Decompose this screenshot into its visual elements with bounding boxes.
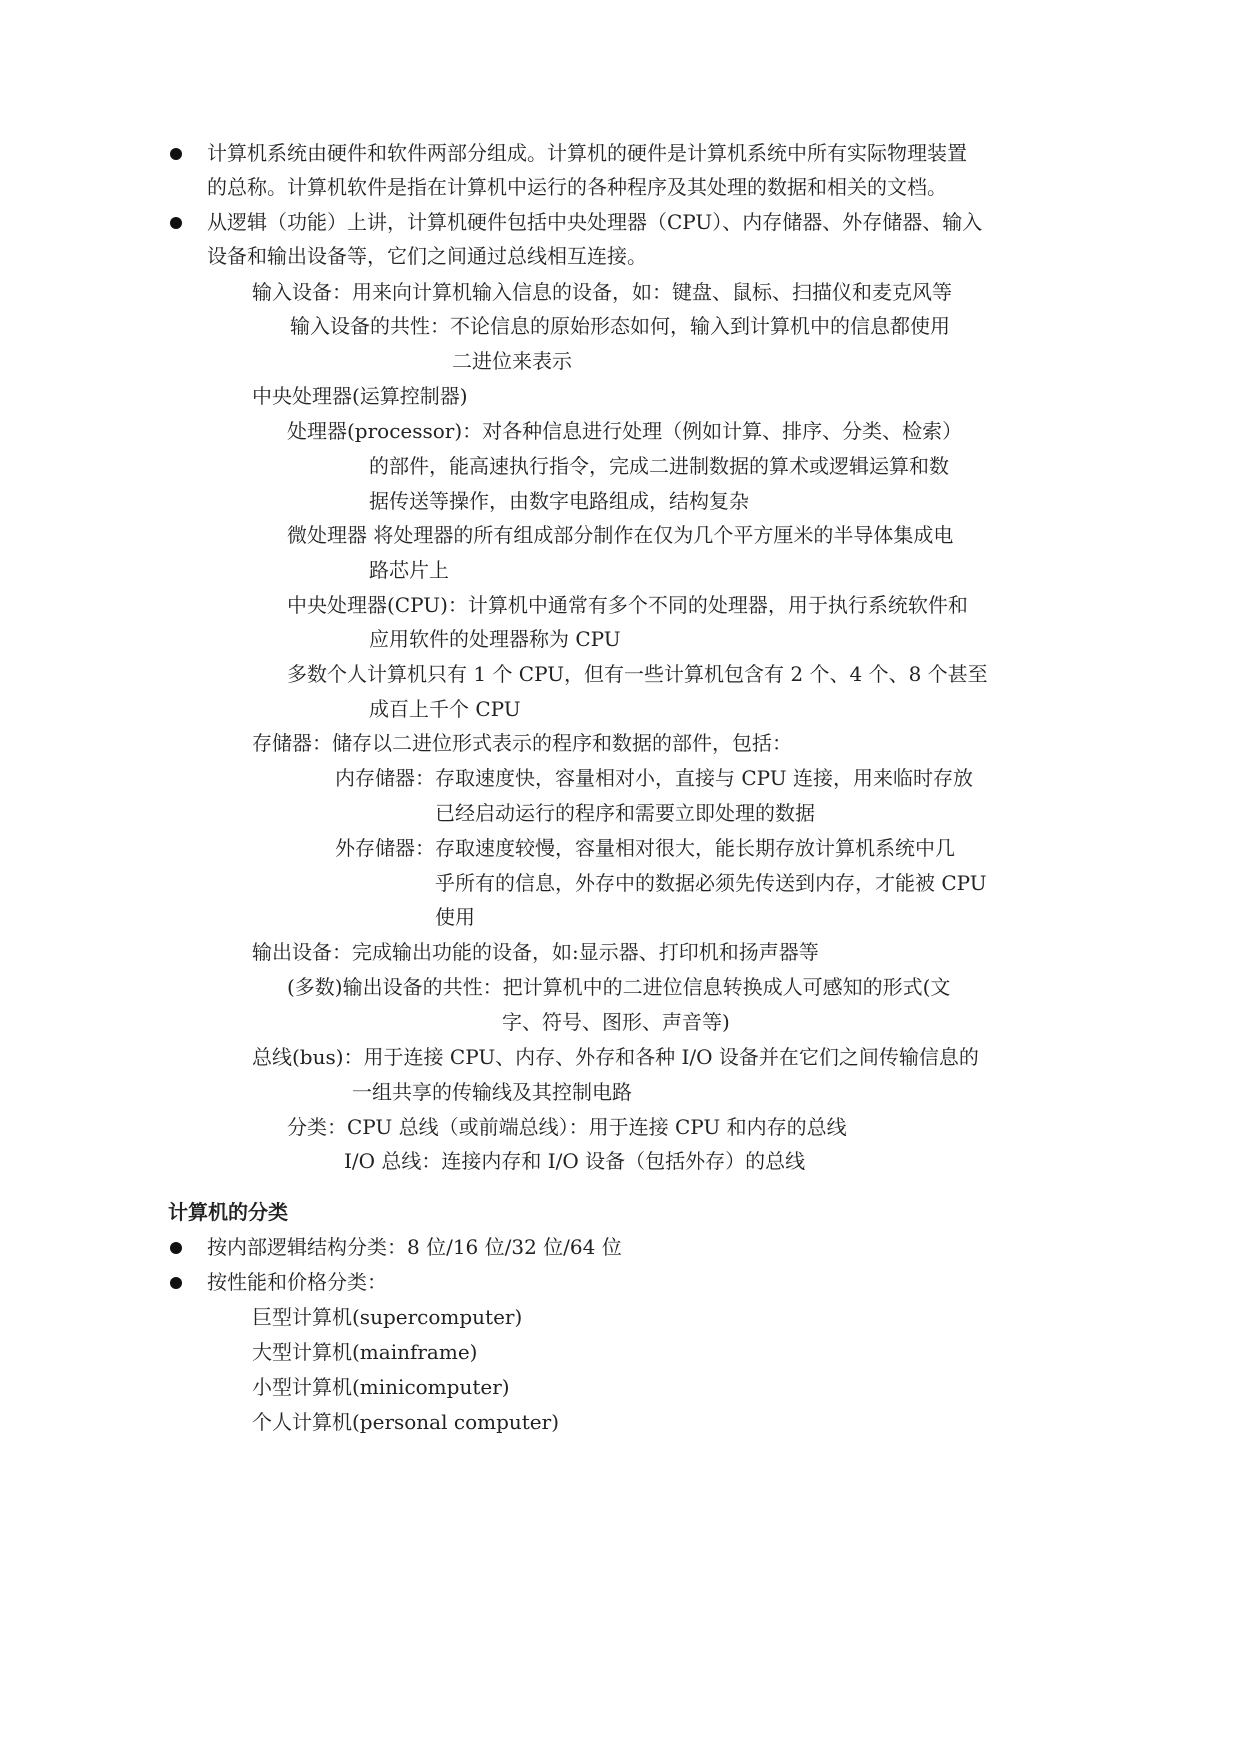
computer-type-item: 小型计算机(minicomputer)	[252, 1375, 510, 1399]
main-memory-definition-cont: 已经启动运行的程序和需要立即处理的数据	[435, 801, 815, 825]
paragraph-line: 计算机系统由硬件和软件两部分组成。计算机的硬件是计算机系统中所有实际物理装置	[207, 141, 967, 165]
bus-definition: 总线(bus)：用于连接 CPU、内存、外存和各种 I/O 设备并在它们之间传输信息的	[252, 1045, 979, 1069]
multi-cpu-note: 多数个人计算机只有 1 个 CPU，但有一些计算机包含有 2 个、4 个、8 个甚至	[287, 662, 988, 686]
external-storage-definition: 外存储器：存取速度较慢，容量相对很大，能长期存放计算机系统中几	[335, 836, 955, 860]
computer-type-item: 大型计算机(mainframe)	[252, 1340, 478, 1364]
bus-classification-io: I/O 总线：连接内存和 I/O 设备（包括外存）的总线	[344, 1149, 806, 1173]
bullet-dot	[170, 1242, 182, 1254]
external-storage-definition-cont: 使用	[435, 905, 475, 929]
paragraph-line: 从逻辑（功能）上讲，计算机硬件包括中央处理器（CPU）、内存储器、外存储器、输入	[207, 210, 983, 234]
microprocessor-definition: 微处理器 将处理器的所有组成部分制作在仅为几个平方厘米的半导体集成电	[287, 523, 954, 547]
microprocessor-definition-cont: 路芯片上	[369, 558, 449, 582]
output-device-common-cont: 字、符号、图形、声音等)	[502, 1010, 730, 1034]
bus-classification: 分类：CPU 总线（或前端总线）：用于连接 CPU 和内存的总线	[287, 1115, 847, 1139]
external-storage-definition-cont: 乎所有的信息，外存中的数据必须先传送到内存，才能被 CPU	[435, 871, 987, 895]
paragraph-line: 设备和输出设备等，它们之间通过总线相互连接。	[207, 244, 647, 268]
output-device-common: (多数)输出设备的共性：把计算机中的二进位信息转换成人可感知的形式(文	[287, 975, 951, 999]
input-device-common: 输入设备的共性：不论信息的原始形态如何，输入到计算机中的信息都使用	[290, 314, 950, 338]
classification-by-structure: 按内部逻辑结构分类：8 位/16 位/32 位/64 位	[207, 1235, 622, 1259]
processor-definition-cont: 据传送等操作，由数字电路组成，结构复杂	[369, 489, 749, 513]
cpu-title: 中央处理器(运算控制器)	[252, 384, 468, 408]
input-device-definition: 输入设备：用来向计算机输入信息的设备，如：键盘、鼠标、扫描仪和麦克风等	[252, 280, 952, 304]
computer-type-item: 个人计算机(personal computer)	[252, 1410, 559, 1434]
bus-definition-cont: 一组共享的传输线及其控制电路	[352, 1080, 632, 1104]
central-processor-definition: 中央处理器(CPU)：计算机中通常有多个不同的处理器，用于执行系统软件和	[287, 593, 968, 617]
bullet-dot	[170, 1277, 182, 1289]
processor-definition-cont: 的部件，能高速执行指令，完成二进制数据的算术或逻辑运算和数	[369, 454, 949, 478]
paragraph-line: 的总称。计算机软件是指在计算机中运行的各种程序及其处理的数据和相关的文档。	[207, 175, 947, 199]
input-device-common-cont: 二进位来表示	[452, 349, 572, 373]
storage-definition: 存储器：储存以二进位形式表示的程序和数据的部件，包括：	[252, 731, 792, 755]
classification-by-performance: 按性能和价格分类：	[207, 1270, 387, 1294]
output-device-definition: 输出设备：完成输出功能的设备，如:显示器、打印机和扬声器等	[252, 940, 819, 964]
section-heading: 计算机的分类	[168, 1200, 288, 1224]
processor-definition: 处理器(processor)：对各种信息进行处理（例如计算、排序、分类、检索）	[287, 419, 963, 443]
main-memory-definition: 内存储器：存取速度快，容量相对小，直接与 CPU 连接，用来临时存放	[335, 766, 973, 790]
central-processor-definition-cont: 应用软件的处理器称为 CPU	[369, 627, 621, 651]
multi-cpu-note-cont: 成百上千个 CPU	[369, 697, 521, 721]
bullet-dot	[170, 217, 182, 229]
computer-type-item: 巨型计算机(supercomputer)	[252, 1305, 523, 1329]
bullet-dot	[170, 148, 182, 160]
